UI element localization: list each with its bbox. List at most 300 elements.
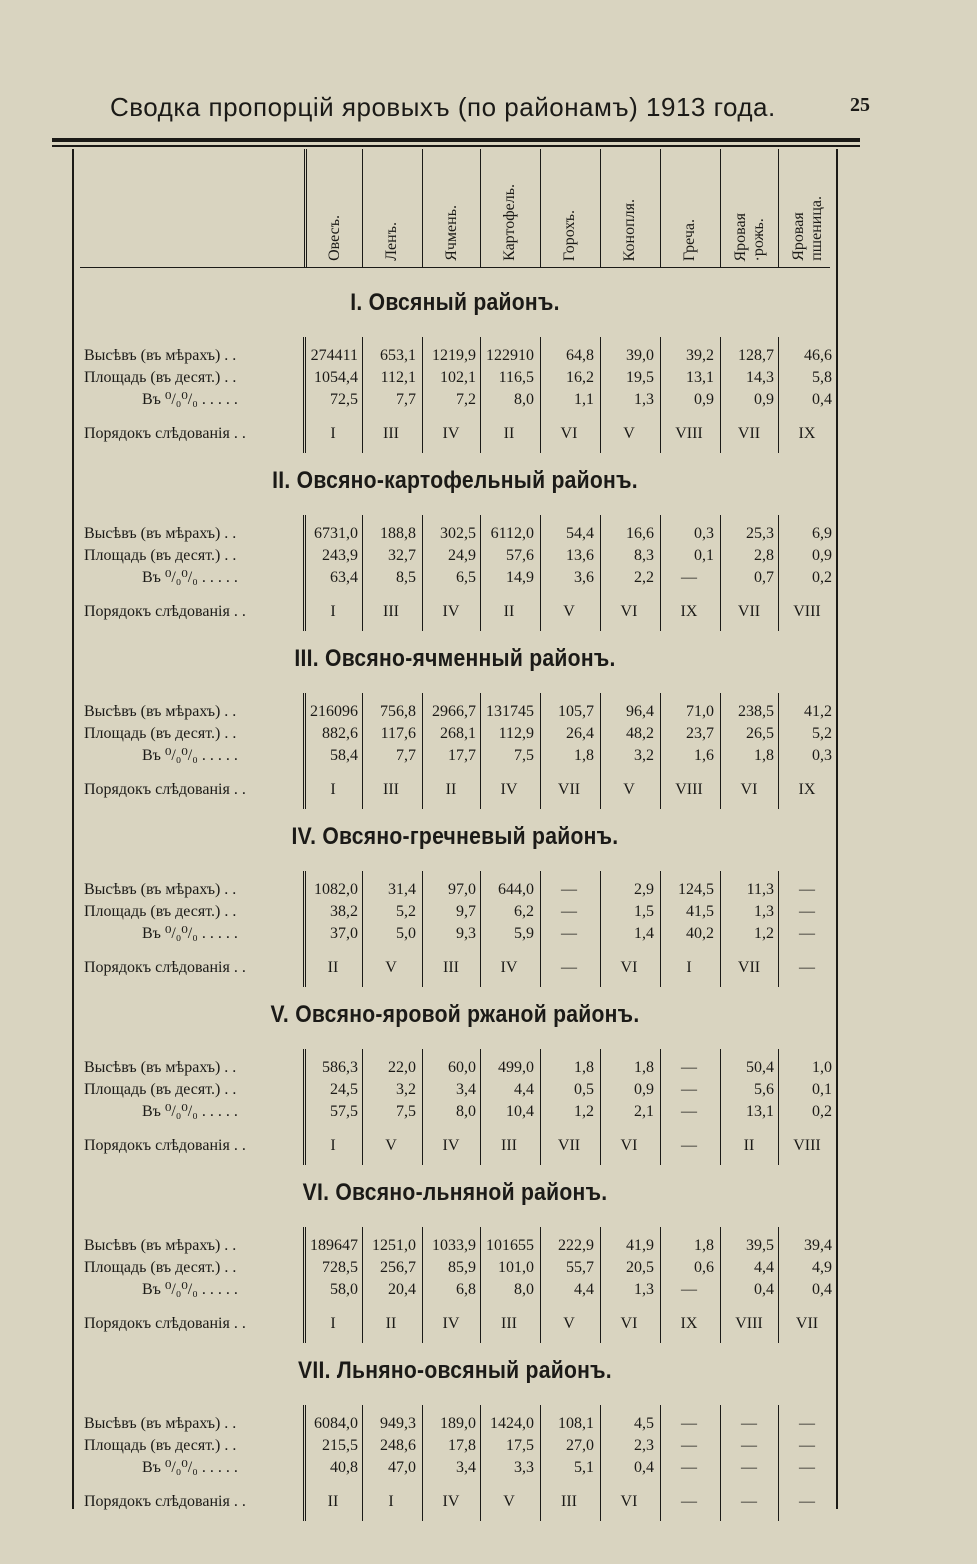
- table-cell: —: [681, 1437, 697, 1454]
- table-cell: 5,9: [514, 925, 534, 942]
- table-cell: 302,5: [440, 525, 476, 542]
- table-cell: 116,5: [498, 369, 534, 386]
- table-row-order: [72, 601, 838, 623]
- table-cell: 3,3: [514, 1459, 534, 1476]
- row-label: Порядокъ слѣдованія . .: [84, 959, 246, 976]
- table-cell: —: [561, 959, 577, 976]
- table-cell: —: [681, 1103, 697, 1120]
- table-cell: I: [330, 1137, 336, 1154]
- table-cell: V: [563, 1315, 575, 1332]
- table-cell: 1082,0: [314, 881, 358, 898]
- table-cell: II: [503, 425, 515, 442]
- table-cell: II: [445, 781, 457, 798]
- table-cell: 1219,9: [432, 347, 476, 364]
- district-title: II. Овсяно-картофельный районъ.: [272, 467, 638, 494]
- table-cell: 4,4: [754, 1259, 774, 1276]
- table-cell: 9,7: [456, 903, 476, 920]
- column-header: [600, 149, 658, 267]
- table-cell: 128,7: [738, 347, 774, 364]
- table-cell: 112,1: [380, 369, 416, 386]
- row-label: Въ ⁰/₀⁰/₀ . . . . .: [142, 569, 238, 586]
- table-cell: —: [799, 959, 815, 976]
- table-cell: 216096: [310, 703, 358, 720]
- table-cell: VI: [620, 1315, 638, 1332]
- column-header-label: Картофель.: [500, 184, 518, 261]
- table-cell: 0,4: [754, 1281, 774, 1298]
- table-cell: III: [501, 1137, 517, 1154]
- table-cell: V: [623, 781, 635, 798]
- table-cell: 102,1: [440, 369, 476, 386]
- page-header: [110, 92, 870, 132]
- table-cell: 41,2: [804, 703, 832, 720]
- table-cell: IV: [442, 425, 460, 442]
- table-cell: I: [330, 1315, 336, 1332]
- table-cell: 22,0: [388, 1059, 416, 1076]
- table-cell: 4,4: [574, 1281, 594, 1298]
- table-cell: 1424,0: [490, 1415, 534, 1432]
- table-cell: 39,2: [686, 347, 714, 364]
- table-cell: 17,7: [448, 747, 476, 764]
- table-cell: III: [561, 1493, 577, 1510]
- table-cell: 243,9: [322, 547, 358, 564]
- district-title: IV. Овсяно-гречневый районъ.: [291, 823, 619, 850]
- table-cell: VII: [557, 781, 581, 798]
- table-cell: —: [799, 1459, 815, 1476]
- column-header: [720, 149, 778, 267]
- table-cell: —: [799, 1415, 815, 1432]
- table-cell: 17,5: [506, 1437, 534, 1454]
- row-label: Высѣвъ (въ мѣрахъ) . .: [84, 881, 237, 898]
- table-cell: 54,4: [566, 525, 594, 542]
- column-header-label: Овесъ.: [325, 215, 343, 261]
- table-cell: I: [330, 781, 336, 798]
- table-cell: 2,9: [634, 881, 654, 898]
- column-header: [422, 149, 480, 267]
- table-cell: 1,0: [812, 1059, 832, 1076]
- table-row-percent: [72, 1457, 838, 1479]
- table-row-order: [72, 1313, 838, 1335]
- row-label: Порядокъ слѣдованія . .: [84, 603, 246, 620]
- table-cell: 1,6: [694, 747, 714, 764]
- table-cell: —: [681, 1415, 697, 1432]
- table-row-sowing: [72, 1413, 838, 1435]
- table-cell: II: [327, 959, 339, 976]
- row-label: Порядокъ слѣдованія . .: [84, 781, 246, 798]
- table-cell: 644,0: [498, 881, 534, 898]
- row-label: Порядокъ слѣдованія . .: [84, 425, 246, 442]
- table-cell: 57,6: [506, 547, 534, 564]
- table-cell: 0,4: [812, 391, 832, 408]
- table-cell: —: [681, 1059, 697, 1076]
- table-cell: 7,7: [396, 391, 416, 408]
- table-cell: 16,2: [566, 369, 594, 386]
- table-cell: 97,0: [448, 881, 476, 898]
- table-cell: 1,2: [574, 1103, 594, 1120]
- table-cell: 2,2: [634, 569, 654, 586]
- table-cell: 2,1: [634, 1103, 654, 1120]
- table-row-area: [72, 545, 838, 567]
- table-cell: VIII: [675, 781, 703, 798]
- table-cell: III: [443, 959, 459, 976]
- row-label: Въ ⁰/₀⁰/₀ . . . . .: [142, 747, 238, 764]
- table-cell: 32,7: [388, 547, 416, 564]
- table-cell: 19,5: [626, 369, 654, 386]
- table-cell: VIII: [793, 1137, 821, 1154]
- table-cell: 1,8: [574, 747, 594, 764]
- table-cell: 27,0: [566, 1437, 594, 1454]
- table-cell: 0,9: [634, 1081, 654, 1098]
- district-section: [72, 289, 838, 459]
- table-cell: 2,3: [634, 1437, 654, 1454]
- table-row-area: [72, 1079, 838, 1101]
- table-cell: 1,3: [634, 391, 654, 408]
- table-cell: VI: [620, 1493, 638, 1510]
- table-cell: 8,0: [456, 1103, 476, 1120]
- header-rule: [52, 138, 860, 142]
- table-cell: 47,0: [388, 1459, 416, 1476]
- table-cell: 756,8: [380, 703, 416, 720]
- table-cell: IV: [442, 1315, 460, 1332]
- table-cell: 37,0: [330, 925, 358, 942]
- table-cell: I: [330, 603, 336, 620]
- row-label: Въ ⁰/₀⁰/₀ . . . . .: [142, 925, 238, 942]
- table-row-order: [72, 779, 838, 801]
- table-row-area: [72, 367, 838, 389]
- table-cell: —: [681, 1081, 697, 1098]
- table-cell: —: [681, 1281, 697, 1298]
- table-cell: 1,8: [754, 747, 774, 764]
- table-cell: VII: [557, 1137, 581, 1154]
- district-title: I. Овсяный районъ.: [350, 289, 560, 316]
- table-cell: 31,4: [388, 881, 416, 898]
- table-cell: 7,5: [396, 1103, 416, 1120]
- table-cell: 5,2: [396, 903, 416, 920]
- column-header: [362, 149, 420, 267]
- table-cell: VI: [740, 781, 758, 798]
- table-cell: IV: [442, 603, 460, 620]
- table-cell: 58,0: [330, 1281, 358, 1298]
- table-row-area: [72, 723, 838, 745]
- table-row-sowing: [72, 701, 838, 723]
- table-cell: 3,2: [396, 1081, 416, 1098]
- column-header-label: Яровая пшеница.: [789, 196, 825, 261]
- table-row-sowing: [72, 879, 838, 901]
- table-cell: 6084,0: [314, 1415, 358, 1432]
- table-row-area: [72, 1435, 838, 1457]
- column-header: [480, 149, 538, 267]
- column-header: [304, 149, 362, 267]
- table-cell: 3,6: [574, 569, 594, 586]
- table-cell: 6,9: [812, 525, 832, 542]
- table-cell: 8,5: [396, 569, 416, 586]
- district-section: [72, 645, 838, 815]
- table-cell: 0,3: [694, 525, 714, 542]
- district-title: VII. Льняно-овсяный районъ.: [298, 1357, 612, 1384]
- table-cell: 4,5: [634, 1415, 654, 1432]
- table-cell: 1,3: [634, 1281, 654, 1298]
- table-cell: IV: [500, 959, 518, 976]
- table-row-area: [72, 901, 838, 923]
- table-cell: 105,7: [558, 703, 594, 720]
- row-label: Высѣвъ (въ мѣрахъ) . .: [84, 1237, 237, 1254]
- table-cell: 1,2: [754, 925, 774, 942]
- row-label: Высѣвъ (въ мѣрахъ) . .: [84, 347, 237, 364]
- table-row-sowing: [72, 1235, 838, 1257]
- table-cell: VII: [737, 959, 761, 976]
- table-cell: 0,4: [634, 1459, 654, 1476]
- table-cell: 117,6: [380, 725, 416, 742]
- table-cell: 131745: [486, 703, 534, 720]
- table-cell: —: [561, 903, 577, 920]
- table-cell: 5,6: [754, 1081, 774, 1098]
- table-cell: 48,2: [626, 725, 654, 742]
- table-cell: —: [561, 925, 577, 942]
- table-cell: I: [686, 959, 692, 976]
- table-cell: 38,2: [330, 903, 358, 920]
- table-cell: II: [327, 1493, 339, 1510]
- table-cell: 23,7: [686, 725, 714, 742]
- row-label: Въ ⁰/₀⁰/₀ . . . . .: [142, 1281, 238, 1298]
- district-section: [72, 1357, 838, 1527]
- table-cell: 16,6: [626, 525, 654, 542]
- row-label: Порядокъ слѣдованія . .: [84, 1493, 246, 1510]
- table-cell: VIII: [793, 603, 821, 620]
- table-cell: V: [385, 1137, 397, 1154]
- table-cell: 8,0: [514, 1281, 534, 1298]
- table-cell: 1251,0: [372, 1237, 416, 1254]
- row-label: Въ ⁰/₀⁰/₀ . . . . .: [142, 391, 238, 408]
- table-cell: —: [799, 925, 815, 942]
- table-cell: 101,0: [498, 1259, 534, 1276]
- table-cell: 0,2: [812, 569, 832, 586]
- table-cell: 7,2: [456, 391, 476, 408]
- table-cell: 222,9: [558, 1237, 594, 1254]
- table-cell: 3,4: [456, 1459, 476, 1476]
- table-cell: 11,3: [746, 881, 774, 898]
- table-cell: II: [743, 1137, 755, 1154]
- table-cell: 26,4: [566, 725, 594, 742]
- table-cell: 3,2: [634, 747, 654, 764]
- table-cell: 0,3: [812, 747, 832, 764]
- table-cell: 7,7: [396, 747, 416, 764]
- district-section: [72, 1001, 838, 1171]
- table-cell: 63,4: [330, 569, 358, 586]
- table-cell: 41,5: [686, 903, 714, 920]
- page-number: 25: [850, 94, 870, 116]
- table-cell: 949,3: [380, 1415, 416, 1432]
- table-cell: VII: [795, 1315, 819, 1332]
- table-cell: —: [799, 1493, 815, 1510]
- table-cell: 72,5: [330, 391, 358, 408]
- table-cell: VII: [737, 603, 761, 620]
- table-cell: 64,8: [566, 347, 594, 364]
- table-row-order: [72, 423, 838, 445]
- table-cell: —: [741, 1459, 757, 1476]
- table-cell: 108,1: [558, 1415, 594, 1432]
- table-cell: 189647: [310, 1237, 358, 1254]
- district-title: III. Овсяно-ячменный районъ.: [294, 645, 616, 672]
- row-label: Порядокъ слѣдованія . .: [84, 1315, 246, 1332]
- row-label: Площадь (въ десят.) . .: [84, 1081, 237, 1098]
- table-cell: 26,5: [746, 725, 774, 742]
- table-cell: 124,5: [678, 881, 714, 898]
- table-cell: 0,2: [812, 1103, 832, 1120]
- district-section: [72, 823, 838, 993]
- table-cell: 1,5: [634, 903, 654, 920]
- table-cell: 8,0: [514, 391, 534, 408]
- column-header-label: Греча.: [680, 218, 698, 261]
- column-header-label: Яровая ·рожь.: [731, 212, 767, 261]
- table-cell: 71,0: [686, 703, 714, 720]
- table-cell: 4,9: [812, 1259, 832, 1276]
- table-cell: 1054,4: [314, 369, 358, 386]
- table-cell: —: [741, 1437, 757, 1454]
- table-cell: 55,7: [566, 1259, 594, 1276]
- table-cell: VI: [560, 425, 578, 442]
- table-cell: 2966,7: [432, 703, 476, 720]
- row-label: Площадь (въ десят.) . .: [84, 1259, 237, 1276]
- table-cell: 96,4: [626, 703, 654, 720]
- table-cell: 20,5: [626, 1259, 654, 1276]
- table-cell: 238,5: [738, 703, 774, 720]
- row-label: Площадь (въ десят.) . .: [84, 725, 237, 742]
- table-cell: —: [561, 881, 577, 898]
- table-cell: IV: [442, 1137, 460, 1154]
- row-label: Высѣвъ (въ мѣрахъ) . .: [84, 1415, 237, 1432]
- table-cell: 60,0: [448, 1059, 476, 1076]
- table-cell: 6,8: [456, 1281, 476, 1298]
- table-cell: IX: [680, 1315, 698, 1332]
- table-cell: IV: [442, 1493, 460, 1510]
- table-cell: 6731,0: [314, 525, 358, 542]
- table-cell: VIII: [675, 425, 703, 442]
- table-cell: 13,1: [746, 1103, 774, 1120]
- table-cell: 8,3: [634, 547, 654, 564]
- table-cell: V: [385, 959, 397, 976]
- table-row-order: [72, 1135, 838, 1157]
- district-section: [72, 467, 838, 637]
- table-cell: 256,7: [380, 1259, 416, 1276]
- row-label: Площадь (въ десят.) . .: [84, 369, 237, 386]
- table-cell: —: [799, 903, 815, 920]
- table-cell: 50,4: [746, 1059, 774, 1076]
- table-cell: 0,5: [574, 1081, 594, 1098]
- column-header-label: Горохъ.: [560, 209, 578, 261]
- table-cell: 728,5: [322, 1259, 358, 1276]
- table-cell: —: [799, 1437, 815, 1454]
- table-cell: 5,2: [812, 725, 832, 742]
- table-cell: 1,1: [574, 391, 594, 408]
- header-rule-thin: [52, 145, 860, 147]
- table-cell: 1,3: [754, 903, 774, 920]
- table-cell: 24,5: [330, 1081, 358, 1098]
- table-cell: 122910: [486, 347, 534, 364]
- table-cell: —: [741, 1415, 757, 1432]
- table-cell: 39,5: [746, 1237, 774, 1254]
- table-cell: III: [383, 425, 399, 442]
- column-header-label: Конопля.: [620, 198, 638, 261]
- table-cell: 46,6: [804, 347, 832, 364]
- table-cell: 0,9: [754, 391, 774, 408]
- table-cell: 10,4: [506, 1103, 534, 1120]
- table-cell: 1,8: [694, 1237, 714, 1254]
- table-cell: 14,9: [506, 569, 534, 586]
- table-row-order: [72, 957, 838, 979]
- table-cell: 5,0: [396, 925, 416, 942]
- table-cell: III: [501, 1315, 517, 1332]
- table-row-area: [72, 1257, 838, 1279]
- table-cell: 13,1: [686, 369, 714, 386]
- table-cell: 40,2: [686, 925, 714, 942]
- table-cell: 25,3: [746, 525, 774, 542]
- table-row-percent: [72, 923, 838, 945]
- table-cell: 2,8: [754, 547, 774, 564]
- table-cell: 5,1: [574, 1459, 594, 1476]
- table-cell: II: [503, 603, 515, 620]
- column-header: [540, 149, 598, 267]
- table-cell: 499,0: [498, 1059, 534, 1076]
- table-cell: 41,9: [626, 1237, 654, 1254]
- table-cell: 6112,0: [490, 525, 534, 542]
- header-divider: [80, 267, 830, 268]
- column-header-label: Ленъ.: [382, 222, 400, 261]
- table-cell: 39,4: [804, 1237, 832, 1254]
- table-cell: IX: [798, 781, 816, 798]
- table-cell: VI: [620, 959, 638, 976]
- table-cell: VII: [737, 425, 761, 442]
- table-cell: —: [681, 1137, 697, 1154]
- table-cell: 586,3: [322, 1059, 358, 1076]
- table-cell: 6,2: [514, 903, 534, 920]
- table-cell: 7,5: [514, 747, 534, 764]
- table-cell: IX: [798, 425, 816, 442]
- table-cell: 0,4: [812, 1281, 832, 1298]
- row-label: Площадь (въ десят.) . .: [84, 903, 237, 920]
- table-row-sowing: [72, 345, 838, 367]
- table-cell: 248,6: [380, 1437, 416, 1454]
- table-cell: V: [563, 603, 575, 620]
- table-cell: 112,9: [498, 725, 534, 742]
- table-cell: 6,5: [456, 569, 476, 586]
- table-row-order: [72, 1491, 838, 1513]
- table-cell: 882,6: [322, 725, 358, 742]
- table-cell: 3,4: [456, 1081, 476, 1098]
- table-cell: 58,4: [330, 747, 358, 764]
- table-cell: VI: [620, 603, 638, 620]
- table-cell: III: [383, 603, 399, 620]
- table-cell: 24,9: [448, 547, 476, 564]
- table-row-sowing: [72, 523, 838, 545]
- table-cell: —: [681, 1493, 697, 1510]
- table-cell: 0,7: [754, 569, 774, 586]
- table-cell: VI: [620, 1137, 638, 1154]
- table-cell: —: [799, 881, 815, 898]
- table-cell: 268,1: [440, 725, 476, 742]
- table-row-percent: [72, 1101, 838, 1123]
- table-cell: 85,9: [448, 1259, 476, 1276]
- table-cell: 0,6: [694, 1259, 714, 1276]
- table-row-percent: [72, 745, 838, 767]
- table-cell: 1,4: [634, 925, 654, 942]
- table-cell: III: [383, 781, 399, 798]
- column-header-row: [72, 149, 838, 267]
- row-label: Площадь (въ десят.) . .: [84, 547, 237, 564]
- table-cell: —: [741, 1493, 757, 1510]
- table-cell: 39,0: [626, 347, 654, 364]
- table-cell: 1,8: [634, 1059, 654, 1076]
- table-cell: 1033,9: [432, 1237, 476, 1254]
- table-cell: 17,8: [448, 1437, 476, 1454]
